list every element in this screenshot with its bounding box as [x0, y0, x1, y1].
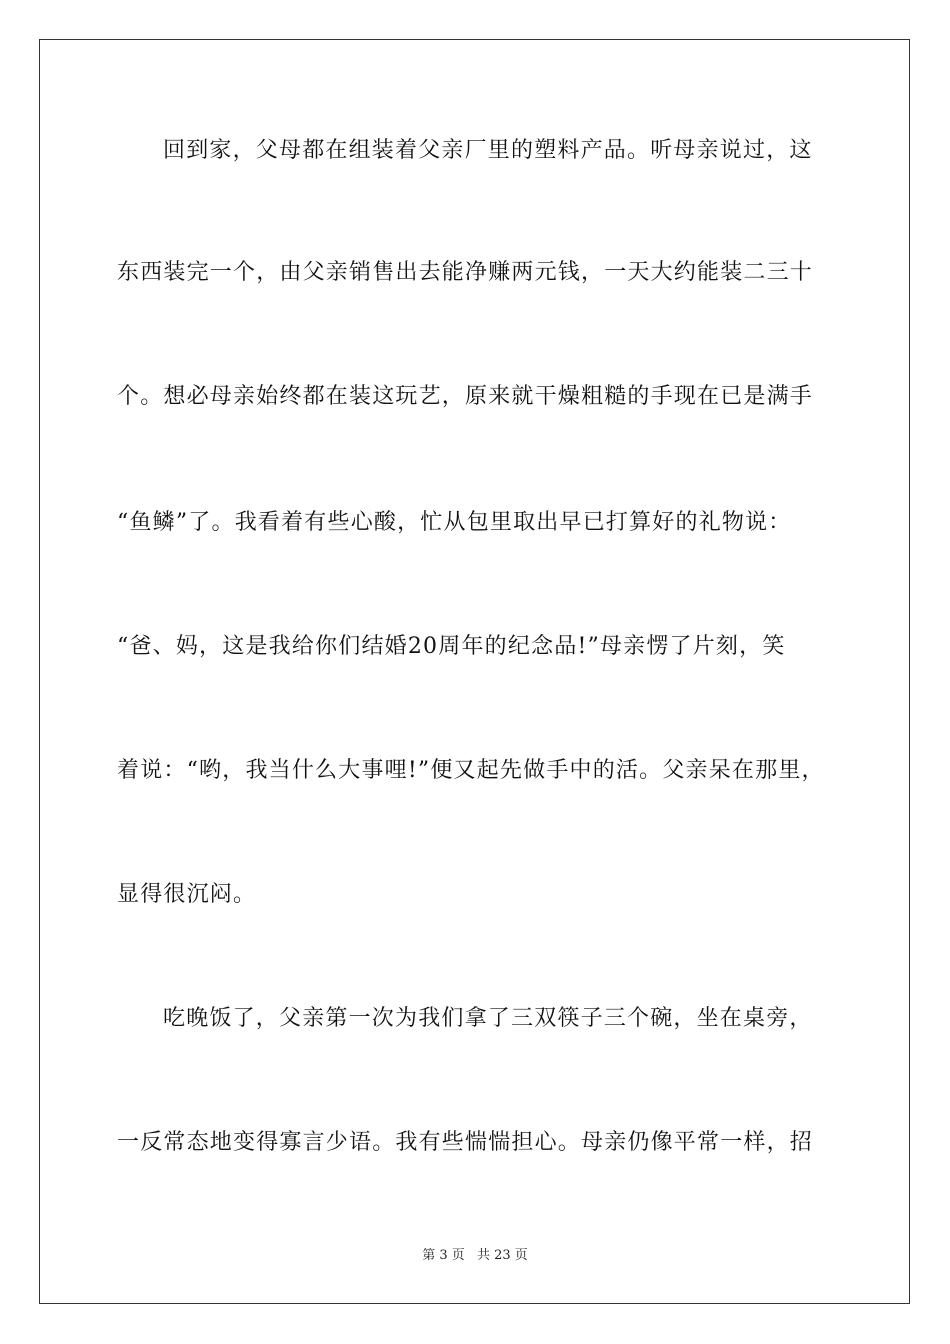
text-line-9: 一反常态地变得寡言少语。我有些惴惴担心。母亲仍像平常一样，招 [117, 1130, 814, 1155]
text-line-4: “鱼鳞”了。我看着有些心酸，忙从包里取出早已打算好的礼物说： [117, 510, 792, 535]
text-line-6: 着说：“哟，我当什么大事哩!”便又起先做手中的活。父亲呆在那里， [117, 758, 825, 783]
page-border [39, 39, 910, 1304]
page-total: 共 23 页 [476, 1248, 528, 1263]
text-line-7: 显得很沉闷。 [117, 882, 257, 907]
text-line-8: 吃晚饭了，父亲第一次为我们拿了三双筷子三个碗，坐在桌旁， [163, 1006, 813, 1031]
page-number: 第 3 页 [422, 1248, 465, 1263]
text-line-3: 个。想必母亲始终都在装这玩艺，原来就干燥粗糙的手现在已是满手 [117, 384, 814, 409]
text-line-1: 回到家，父母都在组装着父亲厂里的塑料产品。听母亲说过，这 [163, 138, 813, 163]
text-line-2: 东西装完一个，由父亲销售出去能净赚两元钱，一天大约能装二三十 [117, 260, 814, 285]
text-line-5: “爸、妈，这是我给你们结婚20周年的纪念品!”母亲愣了片刻，笑 [117, 634, 786, 659]
page-footer [0, 1244, 950, 1263]
